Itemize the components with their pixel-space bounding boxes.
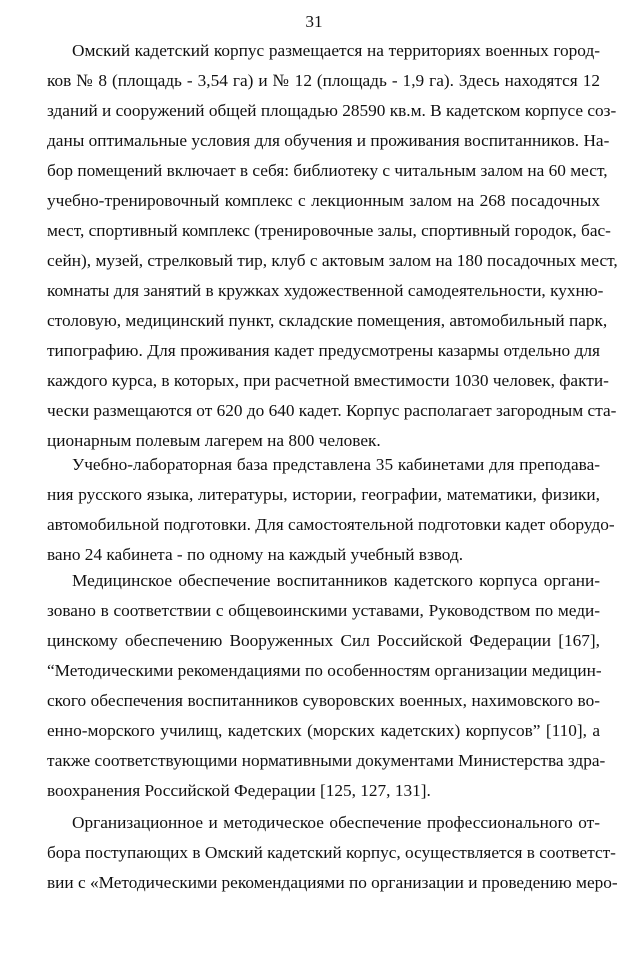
paragraph-selection <box>47 808 618 898</box>
text-line: автомобильной подготовки. Для самостоятельной подготовки кадет оборудо- <box>47 515 615 534</box>
text-line: Медицинское обеспечение воспитанников кадетского корпуса органи- <box>72 571 600 590</box>
text-line: учебно-тренировочный комплекс с лекционным залом на 268 посадочных <box>47 191 600 210</box>
text-line: Омский кадетский корпус размещается на территориях военных город- <box>72 41 600 60</box>
text-line: сейн), музей, стрелковый тир, клуб с актовым залом на 180 посадочных мест, <box>47 251 618 270</box>
text-line: ционарным полевым лагерем на 800 человек. <box>47 431 381 450</box>
text-line: каждого курса, в которых, при расчетной вместимости 1030 человек, факти- <box>47 371 609 390</box>
text-line: зовано в соответствии с общевоинскими уставами, Руководством по меди- <box>47 601 600 620</box>
text-line: ков № 8 (площадь - 3,54 га) и № 12 (площадь - 1,9 га). Здесь находятся 12 <box>47 71 600 90</box>
text-line: цинскому обеспечению Вооруженных Сил Российской Федерации [167], <box>47 631 600 650</box>
text-line: ния русского языка, литературы, истории, географии, математики, физики, <box>47 485 600 504</box>
paragraph-lab-base <box>47 450 615 570</box>
text-line: мест, спортивный комплекс (тренировочные залы, спортивный городок, бас- <box>47 221 611 240</box>
text-line: чески размещаются от 620 до 640 кадет. Корпус располагает загородным ста- <box>47 401 617 420</box>
text-line: Организационное и методическое обеспечение профессионального от- <box>72 813 600 832</box>
paragraph-medical <box>47 566 606 806</box>
text-line: ского обеспечения воспитанников суворовских военных, нахимовского во- <box>47 691 600 710</box>
text-line: Учебно-лабораторная база представлена 35 кабинетами для преподава- <box>72 455 600 474</box>
text-line: даны оптимальные условия для обучения и проживания воспитанников. На- <box>47 131 610 150</box>
text-line: вии с «Методическими рекомендациями по организации и проведению меро- <box>47 873 618 892</box>
text-line: бора поступающих в Омский кадетский корпус, осуществляется в соответст- <box>47 843 616 862</box>
text-line: вано 24 кабинета - по одному на каждый учебный взвод. <box>47 545 464 564</box>
text-line: воохранения Российской Федерации [125, 127, 131]. <box>47 781 431 800</box>
text-line: енно-морского училищ, кадетских (морских кадетских) корпусов” [110], а <box>47 721 600 740</box>
text-line: типографию. Для проживания кадет предусмотрены казармы отдельно для <box>47 341 600 360</box>
text-line: комнаты для занятий в кружках художественной самодеятельности, кухню- <box>47 281 604 300</box>
text-line: столовую, медицинский пункт, складские помещения, автомобильный парк, <box>47 311 608 330</box>
page-number: 31 <box>305 12 323 31</box>
text-line: также соответствующими нормативными документами Министерства здра- <box>47 751 606 770</box>
paragraph-campus <box>47 36 618 456</box>
text-line: зданий и сооружений общей площадью 28590 кв.м. В кадетском корпусе соз- <box>47 101 617 120</box>
text-line: бор помещений включает в себя: библиотеку с читальным залом на 60 мест, <box>47 161 608 180</box>
text-line: “Методическими рекомендациями по особенностям организации медицин- <box>47 661 602 680</box>
